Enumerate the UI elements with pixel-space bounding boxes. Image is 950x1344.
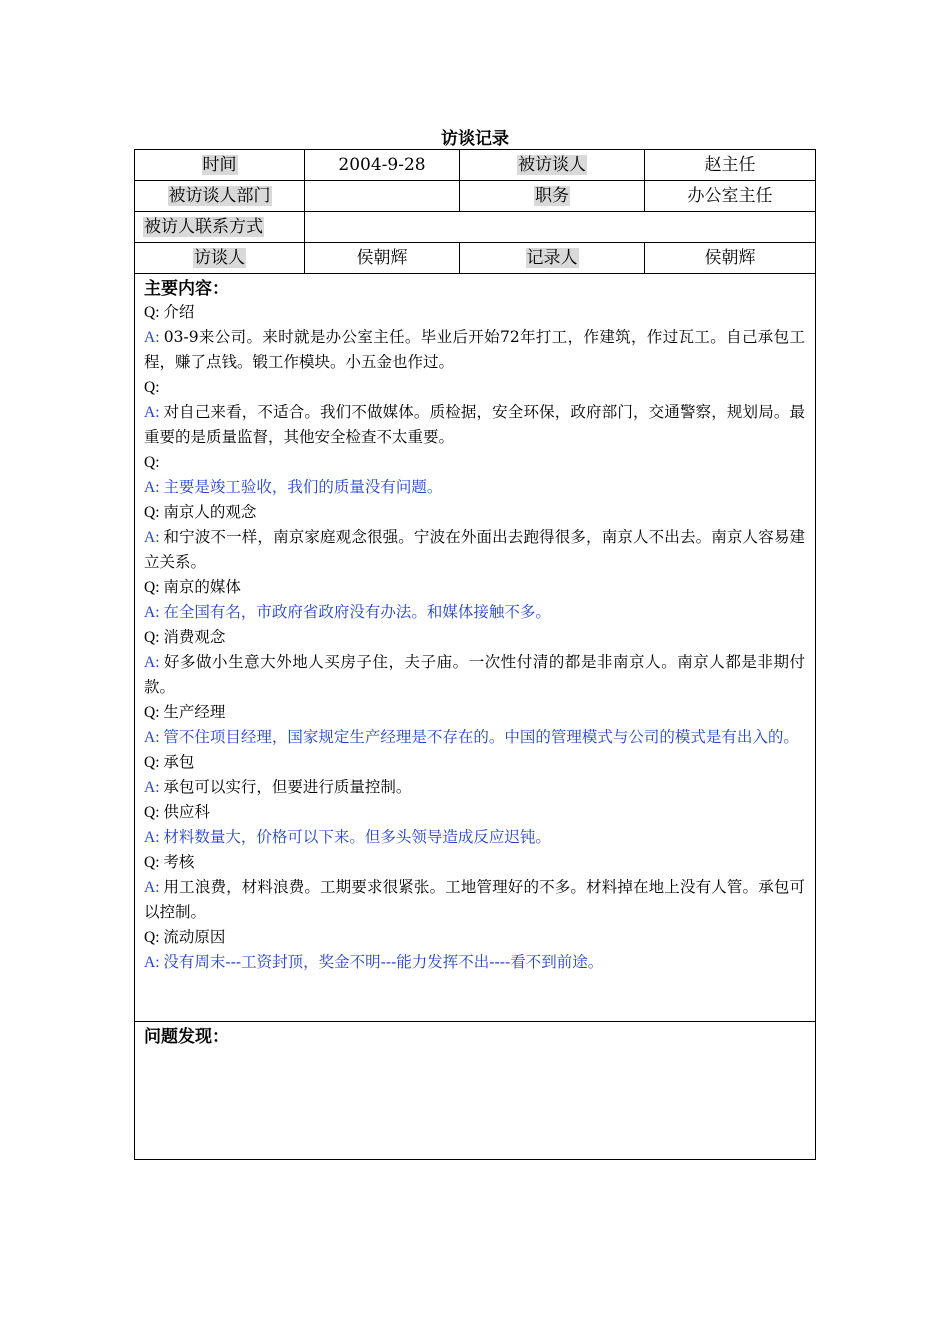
contact-value: [305, 212, 815, 242]
question-text: 承包: [163, 753, 195, 771]
answer-text: 承包可以实行，但要进行质量控制。: [163, 778, 412, 796]
answer-text: 03-9来公司。来时就是办公室主任。毕业后开始72年打工，作建筑，作过瓦工。自己承包工程，赚了点钱。锻工作模块。小五金也作过。: [144, 328, 805, 371]
answer-line: [144, 775, 805, 800]
answer-prefix: A:: [144, 404, 164, 421]
contact-label: 被访人联系方式: [144, 217, 263, 237]
answer-text: 在全国有名，市政府省政府没有办法。和媒体接触不多。: [163, 603, 551, 621]
answer-prefix: A:: [144, 479, 164, 496]
answer-prefix: A:: [144, 879, 164, 896]
answer-prefix: A:: [144, 954, 164, 971]
answer-line: [144, 875, 805, 925]
question-text: 生产经理: [163, 703, 226, 721]
answer-prefix: A:: [144, 529, 164, 546]
question-prefix: Q:: [144, 854, 164, 871]
interviewer-value: 侯朝辉: [305, 243, 460, 273]
interviewer-label-cell: [135, 243, 305, 273]
question-prefix: Q:: [144, 454, 160, 471]
answer-text: 管不住项目经理，国家规定生产经理是不存在的。中国的管理模式与公司的模式是有出入的。: [163, 728, 799, 746]
answer-line: [144, 600, 805, 625]
time-label-cell: [135, 150, 305, 180]
dept-value: [305, 181, 460, 211]
contact-label-cell: [135, 212, 305, 242]
position-label: 职务: [535, 186, 569, 206]
time-value: 2004-9-28: [305, 150, 460, 180]
answer-text: 用工浪费，材料浪费。工期要求很紧张。工地管理好的不多。材料掉在地上没有人管。承包可以控制。: [144, 878, 805, 921]
question-line: [144, 850, 805, 875]
recorder-label-cell: [460, 243, 645, 273]
main-content-section: [135, 274, 815, 1022]
question-line: [144, 925, 805, 950]
answer-prefix: A:: [144, 654, 164, 671]
recorder-label: 记录人: [526, 248, 578, 268]
interviewer-label: 访谈人: [194, 248, 245, 268]
answer-line: [144, 950, 805, 975]
header-row-interviewer: [135, 243, 815, 274]
answer-prefix: A:: [144, 829, 164, 846]
answer-line: [144, 825, 805, 850]
question-prefix: Q:: [144, 304, 164, 321]
question-prefix: Q:: [144, 704, 164, 721]
dept-label: 被访谈人部门: [168, 186, 271, 206]
question-line: [144, 750, 805, 775]
question-prefix: Q:: [144, 504, 164, 521]
main-content-heading: 主要内容：: [144, 279, 229, 299]
answer-line: [144, 525, 805, 575]
answer-line: [144, 725, 805, 750]
question-prefix: Q:: [144, 929, 164, 946]
recorder-value: 侯朝辉: [704, 248, 756, 268]
dept-label-cell: [135, 181, 305, 211]
answer-line: [144, 400, 805, 450]
answer-text: 主要是竣工验收，我们的质量没有问题。: [163, 478, 443, 496]
question-line: [144, 500, 805, 525]
header-row-contact: [135, 212, 815, 243]
position-value: 办公室主任: [687, 186, 773, 206]
question-text: 供应科: [163, 803, 210, 821]
question-prefix: Q:: [144, 804, 164, 821]
answer-prefix: A:: [144, 779, 164, 796]
interview-form: [134, 149, 816, 1160]
answer-text: 对自己来看，不适合。我们不做媒体。质检据，安全环保，政府部门，交通警察，规划局。最重要的是质量监督，其他安全检查不太重要。: [144, 403, 805, 446]
position-label-cell: [460, 181, 645, 211]
question-text: 考核: [163, 853, 195, 871]
question-line: [144, 450, 805, 475]
answer-text: 材料数量大，价格可以下来。但多头领导造成反应迟钝。: [163, 828, 551, 846]
question-prefix: Q:: [144, 629, 164, 646]
issues-section: [135, 1022, 815, 1159]
answer-text: 好多做小生意大外地人买房子住，夫子庙。一次性付清的都是非南京人。南京人都是非期付款。: [144, 653, 805, 696]
answer-line: [144, 325, 805, 375]
interviewee-value: 赵主任: [704, 155, 756, 175]
question-text: 流动原因: [163, 928, 226, 946]
qa-list: [144, 300, 805, 975]
page-title: 访谈记录: [441, 129, 509, 149]
question-prefix: Q:: [144, 579, 164, 596]
interviewee-label-cell: [460, 150, 645, 180]
question-line: [144, 300, 805, 325]
answer-text: 和宁波不一样，南京家庭观念很强。宁波在外面出去跑得很多，南京人不出去。南京人容易建立关系。: [144, 528, 805, 571]
question-line: [144, 625, 805, 650]
interviewee-label: 被访谈人: [518, 155, 586, 175]
answer-text: 没有周末---工资封顶，奖金不明---能力发挥不出----看不到前途。: [163, 953, 604, 971]
header-row-time: [135, 150, 815, 181]
question-text: 消费观念: [163, 628, 226, 646]
question-prefix: Q:: [144, 379, 160, 396]
question-line: [144, 575, 805, 600]
answer-prefix: A:: [144, 329, 164, 346]
issues-heading: 问题发现：: [144, 1027, 229, 1047]
time-label: 时间: [202, 155, 237, 175]
answer-line: [144, 475, 805, 500]
question-text: 南京的媒体: [163, 578, 241, 596]
question-text: 介绍: [163, 303, 195, 321]
answer-prefix: A:: [144, 729, 164, 746]
answer-prefix: A:: [144, 604, 164, 621]
question-line: [144, 375, 805, 400]
question-prefix: Q:: [144, 754, 164, 771]
header-row-dept: [135, 181, 815, 212]
question-text: 南京人的观念: [163, 503, 257, 521]
answer-line: [144, 650, 805, 700]
question-line: [144, 700, 805, 725]
question-line: [144, 800, 805, 825]
